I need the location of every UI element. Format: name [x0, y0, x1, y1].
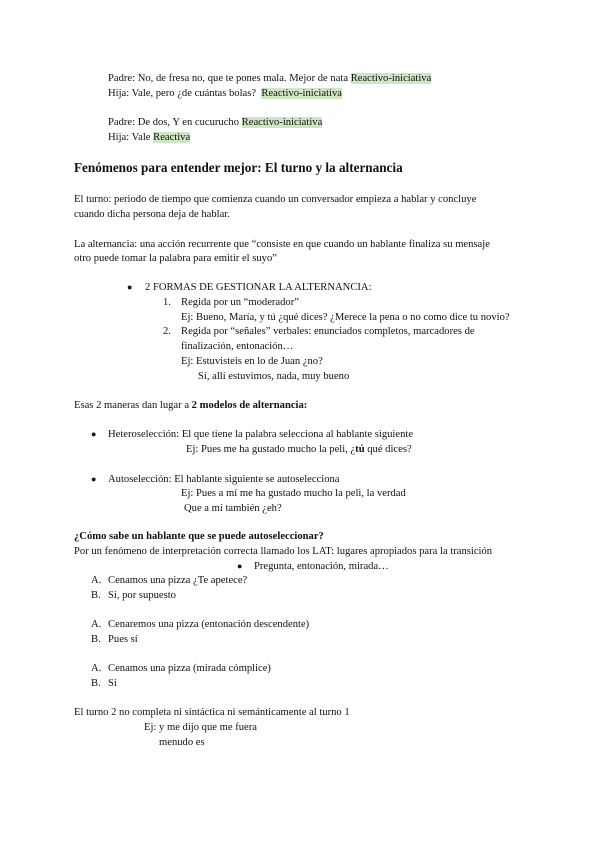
list-number: 2.: [163, 326, 171, 337]
highlight-tag: Reactiva: [153, 132, 191, 143]
example-b-text: Sí, por supuesto: [108, 590, 176, 601]
alternancia-definition-line1: La alternancia: una acción recurrente que “consiste en que cuando un hablante finaliza su mensaje: [74, 239, 490, 250]
dialogue-line-padre-1: [108, 72, 431, 85]
highlight-tag: Reactivo-iniciativa: [241, 117, 323, 128]
heteroseleccion: Heteroselección: El que tiene la palabra selecciona al hablante siguiente: [108, 429, 414, 440]
autoseleccion-example1: Ej: Pues a mí me ha gustado mucho la peli, la verdad: [181, 488, 406, 499]
formas-item-2-example2: Sí, allí estuvimos, nada, muy bueno: [198, 371, 350, 382]
formas-title: 2 FORMAS DE GESTIONAR LA ALTERNANCIA:: [145, 282, 372, 293]
dialogue-line-padre-2: [108, 116, 322, 129]
example-b-text: Sí: [108, 678, 117, 689]
autoseleccion: Autoselección: El hablante siguiente se autoselecciona: [108, 474, 340, 485]
dialogue-text: Hija: Vale: [108, 132, 151, 143]
turno2-line: El turno 2 no completa ni sintáctica ni semánticamente al turno 1: [74, 707, 350, 718]
example-label: A.: [91, 575, 102, 586]
bullet-icon: ●: [127, 282, 133, 292]
example-a-text: Cenamos una pizza (mirada cómplice): [108, 663, 271, 674]
autoseleccion-example2: Que a mí también ¿eh?: [184, 503, 282, 514]
highlight-tag: Reactivo-iniciativa: [350, 73, 432, 84]
autoselect-question: ¿Cómo sabe un hablante que se puede autoseleccionar?: [74, 531, 324, 542]
dialogue-text: Padre: De dos, Y en cucurucho: [108, 117, 240, 128]
autoselect-bullet-text: Pregunta, entonación, mirada…: [254, 561, 389, 572]
example-a-text: Cenaremos una pizza (entonación descendente): [108, 619, 310, 630]
dialogue-line-hija-1: [108, 87, 342, 100]
example-label: B.: [91, 634, 101, 645]
modelos-intro: [74, 399, 307, 412]
example-label: B.: [91, 678, 101, 689]
example-text: Ej: Pues me ha gustado mucho la peli, ¿: [186, 444, 356, 455]
formas-item-2-example1: Ej: Estuvisteis en lo de Juan ¿no?: [181, 356, 323, 367]
example-label: A.: [91, 663, 102, 674]
section-heading: Fenómenos para entender mejor: El turno y la alternancia: [74, 160, 403, 175]
turno2-example1: Ej: y me dijo que me fuera: [144, 722, 257, 733]
turno-definition-line2: cuando dicha persona deja de hablar.: [74, 209, 230, 220]
dialogue-text: Hija: Vale, pero ¿de cuántas bolas?: [108, 88, 257, 99]
list-number: 1.: [163, 297, 171, 308]
example-text: qué dices?: [364, 444, 412, 455]
example-bold: tú: [355, 444, 365, 455]
modelos-intro-bold: 2 modelos de alternancia:: [191, 400, 308, 411]
bullet-icon: ●: [237, 561, 243, 571]
example-b-text: Pues sí: [108, 634, 138, 645]
autoselect-answer: Por un fenómeno de interpretación correcta llamado los LAT: lugares apropiados para la transición: [74, 546, 493, 557]
bullet-icon: ●: [91, 474, 97, 484]
example-label: B.: [91, 590, 101, 601]
formas-item-2-line1: Regida por “señales” verbales: enunciados completos, marcadores de: [181, 326, 475, 337]
formas-item-1-example: Ej: Bueno, María, y tú ¿qué dices? ¿Merece la pena o no como dice tu novio?: [181, 312, 510, 323]
dialogue-line-hija-2: [108, 131, 190, 144]
dialogue-text: Padre: No, de fresa no, que te pones mala. Mejor de nata: [108, 73, 349, 84]
formas-item-2-line2: finalización, entonación…: [181, 341, 294, 352]
formas-item-1: Regida por un “moderador”: [181, 297, 299, 308]
turno2-example2: menudo es: [159, 737, 205, 748]
example-label: A.: [91, 619, 102, 630]
turno-definition-line1: El turno: periodo de tiempo que comienza cuando un conversador empieza a hablar y concluye: [74, 194, 477, 205]
bullet-icon: ●: [91, 429, 97, 439]
alternancia-definition-line2: otro puede tomar la palabra para emitir el suyo”: [74, 253, 277, 264]
heteroseleccion-example: [186, 443, 412, 456]
highlight-tag: Reactivo-iniciativa: [261, 88, 342, 99]
modelos-intro-text: Esas 2 maneras dan lugar a: [74, 400, 192, 411]
example-a-text: Cenamos una pizza ¿Te apetece?: [108, 575, 248, 586]
